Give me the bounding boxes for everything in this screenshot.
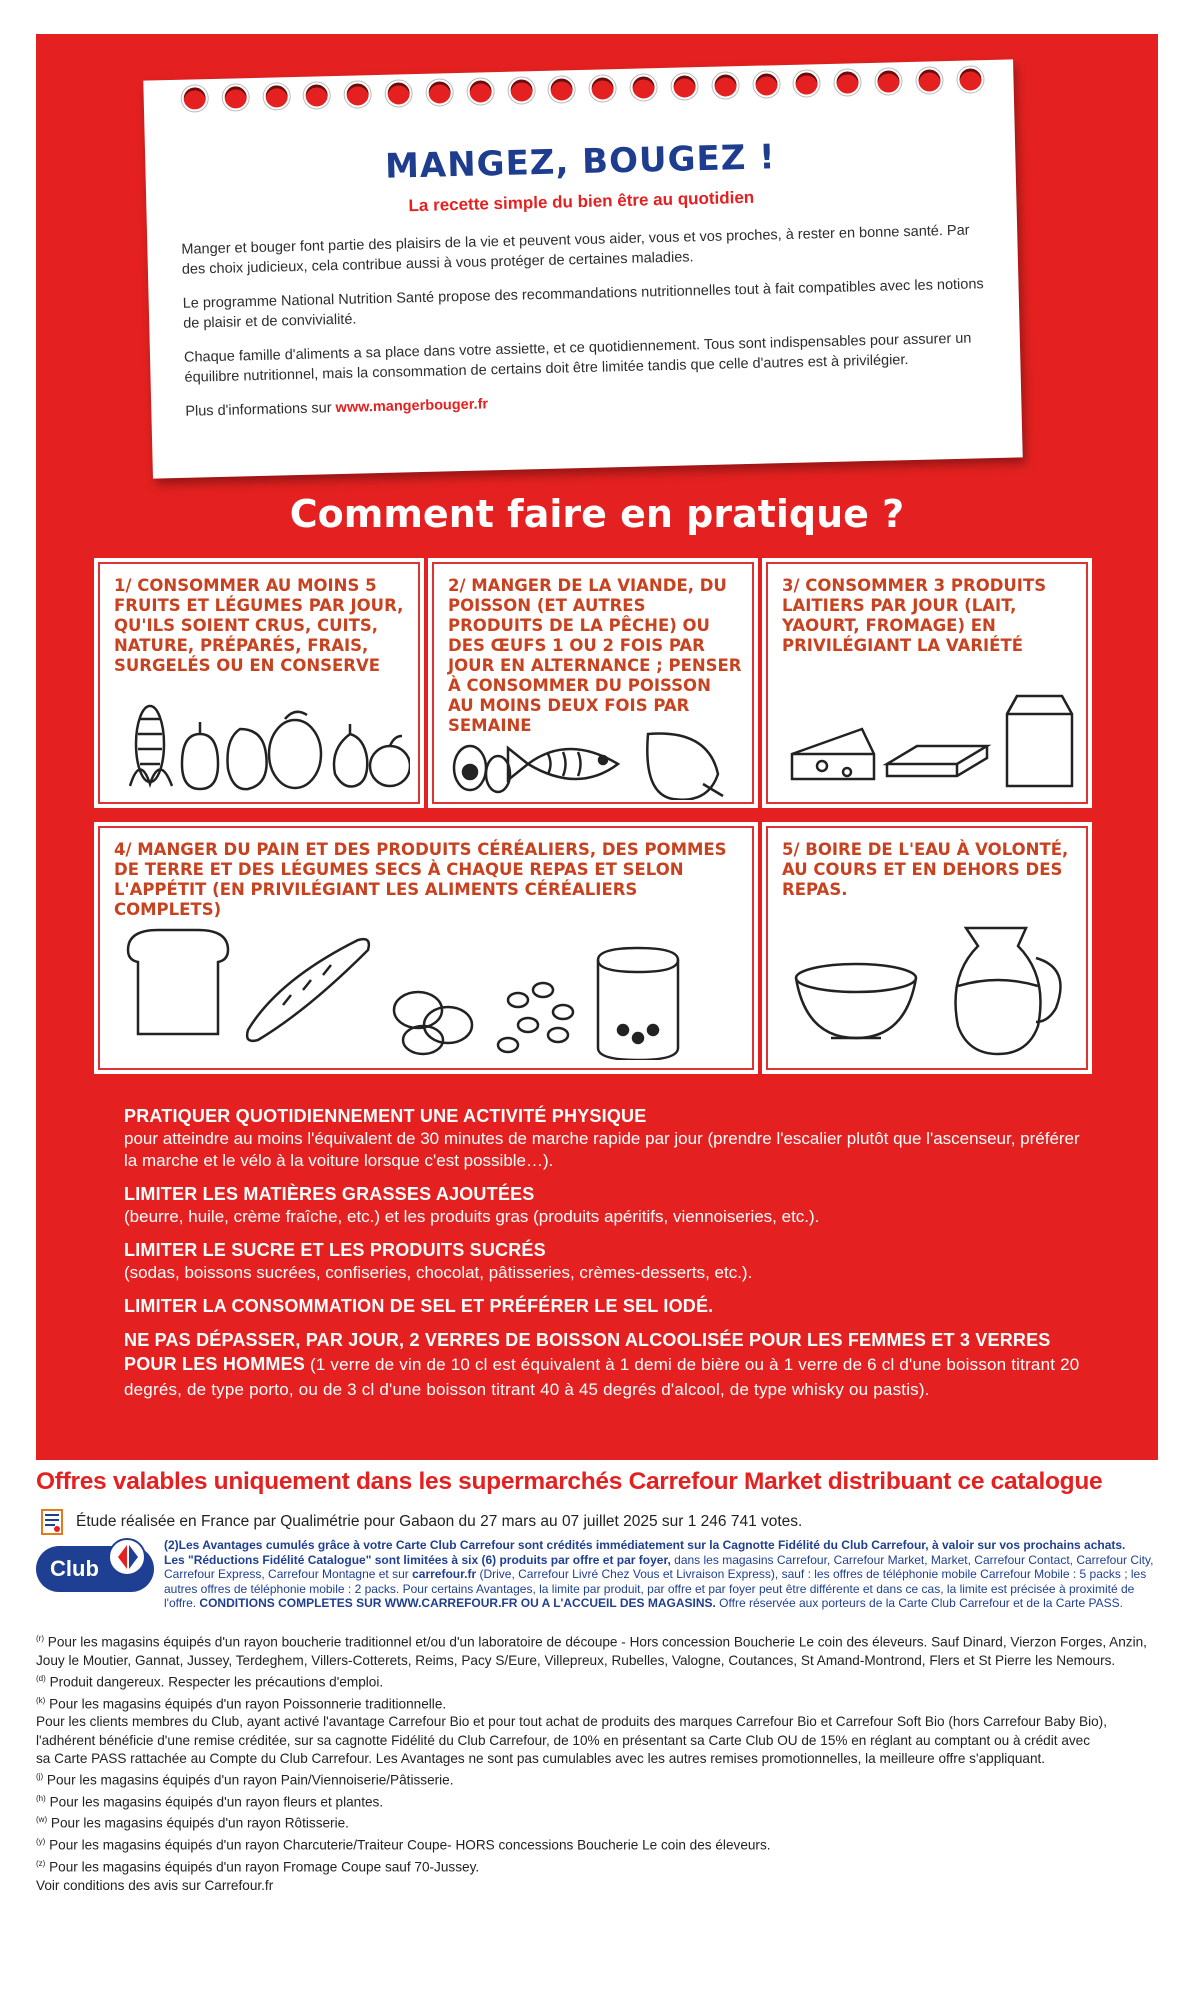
tip-text: pour atteindre au moins l'équivalent de 30 minutes de marche rapide par jour (prendre l'escalier plutôt que l'ascenseur, préférer la marche et le vélo à la voiture lorsque c'est possible…).	[124, 1129, 1080, 1170]
ring-icon	[875, 68, 902, 95]
advice-box-title: 4/ MANGER DU PAIN ET DES PRODUITS CÉRÉALIERS, DES POMMES DE TERRE ET DES LÉGUMES SECS À CHAQUE REPAS ET SELON L'APPÉTIT (EN PRIVILÉGIANT LES ALIMENTS CÉRÉALIERS COMPLETS)	[114, 840, 727, 919]
fruits-vegetables-illustration-icon	[110, 694, 410, 794]
footnote: sa Carte PASS rattachée au Compte du Club Carrefour. Les Avantages ne sont pas cumulables avec les autres remises promotionnelles, la meilleure offre s'appliquant.	[36, 1750, 1046, 1766]
advice-box-bread-cereals	[98, 826, 754, 1070]
note-paragraph: Le programme National Nutrition Santé propose des recommandations nutritionnelles tout à fait compatibles avec les notions de plaisir et de convivialité.	[182, 276, 984, 332]
ring-icon	[345, 81, 372, 108]
ring-icon	[630, 74, 657, 101]
advice-box-title: 5/ BOIRE DE L'EAU À VOLONTÉ, AU COURS ET EN DEHORS DES REPAS.	[782, 840, 1069, 899]
ring-icon	[794, 70, 821, 97]
ring-icon	[549, 76, 576, 103]
footnote: Pour les clients membres du Club, ayant activé l'avantage Carrefour Bio et pour tout achat de produits des marques Carrefour Bio et Carrefour Soft Bio (hors Carrefour Baby Bio),	[36, 1714, 1107, 1730]
tip-salt	[124, 1294, 1084, 1318]
footnote: $^{(r)}$ Pour les magasins équipés d'un rayon boucherie traditionnel et/ou d'un laboratoire de découpe - Hors concession Boucherie Le coin des éleveurs. Sauf Dinard, Vierzon Forges, Anzin,	[36, 1634, 1147, 1650]
certificate-icon	[40, 1508, 64, 1536]
ring-icon	[834, 69, 861, 96]
tip-text: (1 verre de vin de 10 cl est équivalent à 1 demi de bière ou à 1 verre de 6 cl d'une boisson titrant 20 degrés, de type porto, ou de 3 cl d'une boisson titrant 40 à 45 degrés d'alcool, de type whisky ou pastis).	[124, 1355, 1080, 1399]
ring-icon	[222, 84, 249, 111]
club-logo-text: Club	[50, 1556, 99, 1581]
club-line-1: (2)Les Avantages cumulés grâce à votre Carte Club Carrefour sont crédités immédiatement sur la Cagnotte Fidélité du Club Carrefour, à valoir sur vos prochains achats.	[164, 1538, 1126, 1552]
note-title: MANGEZ, BOUGEZ !	[384, 137, 777, 187]
footnote: $^{(j)}$ Pour les magasins équipés d'un rayon Pain/Viennoiserie/Pâtisserie.	[36, 1772, 454, 1788]
section-title: Comment faire en pratique ?	[289, 492, 905, 536]
footnote: Voir conditions des avis sur Carrefour.fr	[36, 1877, 274, 1893]
study-line	[40, 1508, 802, 1536]
advice-box-dairy	[766, 562, 1088, 804]
ring-icon	[263, 83, 290, 110]
bowl-jug-illustration-icon	[786, 908, 1076, 1058]
mangerbouger-link[interactable]: www.mangerbouger.fr	[335, 396, 489, 417]
club-carrefour-logo-icon	[36, 1546, 154, 1592]
footnote: $^{(k)}$ Pour les magasins équipés d'un rayon Poissonnerie traditionnelle.	[36, 1695, 447, 1712]
carrefour-fr-link[interactable]: carrefour.fr	[412, 1567, 477, 1581]
advice-box-title: 2/ MANGER DE LA VIANDE, DU POISSON (ET AUTRES PRODUITS DE LA PÊCHE) OU DES ŒUFS 1 OU 2 FOIS PAR JOUR EN ALTERNANCE ; PENSER À CONSOMMER DU POISSON AU MOINS DEUX FOIS PAR SEMAINE	[448, 576, 742, 735]
footnote: $^{(y)}$ Pour les magasins équipés d'un rayon Charcuterie/Traiteur Coupe- HORS concessions Boucherie Le coin des éleveurs.	[36, 1837, 771, 1853]
tip-heading: PRATIQUER QUOTIDIENNEMENT UNE ACTIVITÉ PHYSIQUE	[124, 1106, 647, 1126]
tip-heading: LIMITER LES MATIÈRES GRASSES AJOUTÉES	[124, 1184, 535, 1204]
tip-heading: LIMITER LE SUCRE ET LES PRODUITS SUCRÉS	[124, 1240, 546, 1260]
ring-icon	[712, 72, 739, 99]
ring-icon	[671, 73, 698, 100]
note-subtitle: La recette simple du bien être au quotidien	[408, 187, 755, 216]
tip-text: (sodas, boissons sucrées, confiseries, chocolat, pâtisseries, crèmes-desserts, etc.).	[124, 1263, 753, 1282]
footnote: Jouy le Moutier, Gannat, Jussey, Terdeghem, Villers-Cotterets, Reims, Pacy S/Eure, Villepreux, Rubelles, Valogne, Coutances, St Amand-Montrond, Flers et St Pierre les Nemours.	[36, 1652, 1116, 1668]
advice-box-title: 3/ CONSOMMER 3 PRODUITS LAITIERS PAR JOUR (LAIT, YAOURT, FROMAGE) EN PRIVILÉGIANT LA VARIÉTÉ	[782, 576, 1047, 655]
cheese-butter-milk-illustration-icon	[782, 684, 1078, 794]
tip-sugar	[124, 1238, 1084, 1284]
footnote: $^{(w)}$ Pour les magasins équipés d'un rayon Rôtisserie.	[36, 1815, 349, 1832]
club-line-2f: Offre réservée aux porteurs de la Carte Club Carrefour et de la Carte PASS.	[715, 1596, 1123, 1610]
club-line-2b: dans les magasins Carrefour, Carrefour Market, Market, Carrefour Contact, Carrefour City, Carrefour Express, Carrefour Montagne et sur	[164, 1552, 1154, 1581]
advice-box-meat-fish-eggs	[432, 562, 754, 804]
club-line-2e: CONDITIONS COMPLETES SUR WWW.CARREFOUR.FR OU A L'ACCUEIL DES MAGASINS.	[199, 1596, 716, 1610]
club-conditions-text	[164, 1538, 1158, 1611]
tip-heading: LIMITER LA CONSOMMATION DE SEL ET PRÉFÉRER LE SEL IODÉ.	[124, 1296, 714, 1316]
info-note-card	[143, 59, 1022, 478]
ring-icon	[385, 80, 412, 107]
ring-icon	[753, 71, 780, 98]
health-tips-list	[124, 1104, 1084, 1412]
footnote: l'adhérent bénéficie d'une remise créditée, sur sa cagnotte Fidélité du Club Carrefour, de 10% en présentant sa Carte Club OU de 15% en réglant au comptant ou à crédit avec	[36, 1732, 1091, 1748]
note-body	[181, 220, 991, 422]
advice-box-title: 1/ CONSOMMER AU MOINS 5 FRUITS ET LÉGUMES PAR JOUR, QU'ILS SOIENT CRUS, CUITS, NATURE, PRÉPARÉS, FRAIS, SURGELÉS OU EN CONSERVE	[114, 576, 404, 675]
note-paragraph: Chaque famille d'aliments a sa place dans votre assiette, et ce quotidiennement. Tous sont indispensables pour assurer un équilibre nutritionnel, mais la consommation de certains doit être limitée tandis que celle d'autres est à privilégier.	[183, 330, 972, 386]
ring-icon	[590, 75, 617, 102]
study-text: Étude réalisée en France par Qualimétrie pour Gabaon du 27 mars au 07 juillet 2025 sur 1 246 741 votes.	[76, 1513, 803, 1530]
advice-box-fruits-vegetables	[98, 562, 420, 804]
ring-icon	[916, 67, 943, 94]
ring-icon	[467, 78, 494, 105]
tip-physical-activity	[124, 1104, 1084, 1172]
ring-icon	[426, 79, 453, 106]
footnote: $^{(h)}$ Pour les magasins équipés d'un rayon fleurs et plantes.	[36, 1793, 384, 1810]
footnote: $^{(d)}$ Produit dangereux. Respecter les précautions d'emploi.	[36, 1673, 384, 1690]
tip-heading-text: NE PAS DÉPASSER, PAR JOUR, 2 VERRES DE BOISSON ALCOOLISÉE POUR LES FEMMES ET 3 VERRES POUR LES HOMMES	[124, 1330, 1051, 1374]
note-more-info	[185, 382, 991, 422]
note-paragraph: Manger et bouger font partie des plaisirs de la vie et peuvent vous aider, vous et vos proches, à rester en bonne santé. Par des choix judicieux, cela contribue aussi à vous protéger de certaines maladies.	[181, 222, 970, 278]
ring-icon	[181, 85, 208, 112]
note-more-prefix: Plus d'informations sur	[185, 400, 336, 420]
ring-icon	[304, 82, 331, 109]
club-line-2a: Les "Réductions Fidélité Catalogue" sont limitées à six (6) produits par offre et par foyer,	[164, 1552, 671, 1567]
ring-icon	[508, 77, 535, 104]
ring-icon	[957, 66, 984, 93]
tip-fats	[124, 1182, 1084, 1228]
offers-validity-line: Offres valables uniquement dans les supermarchés Carrefour Market distribuant ce catalogue	[36, 1468, 1103, 1495]
tip-text: (beurre, huile, crème fraîche, etc.) et les produits gras (produits apéritifs, viennoiseries, etc.).	[124, 1207, 820, 1226]
bread-potatoes-beans-illustration-icon	[118, 920, 738, 1060]
advice-box-water	[766, 826, 1088, 1070]
legal-footnotes	[36, 1630, 1158, 1895]
footnote: $^{(z)}$ Pour les magasins équipés d'un rayon Fromage Coupe sauf 70-Jussey.	[36, 1858, 480, 1875]
tip-alcohol	[124, 1328, 1084, 1402]
fish-egg-ham-illustration-icon	[448, 724, 744, 800]
carrefour-mark-icon	[108, 1538, 146, 1576]
club-line-2d: (Drive, Carrefour Livré Chez Vous et Livraison Express), sauf : les offres de téléphonie mobile Carrefour Mobile : 5 packs ; les autres offres de téléphonie mobile : 2 packs. Pour certains Avantages, la limite par produit, par offre et par foyer peut être différente et dans ce cas, la limite est précisée à proximité de l'offre.	[164, 1567, 1147, 1610]
tip-heading	[124, 1328, 1084, 1402]
